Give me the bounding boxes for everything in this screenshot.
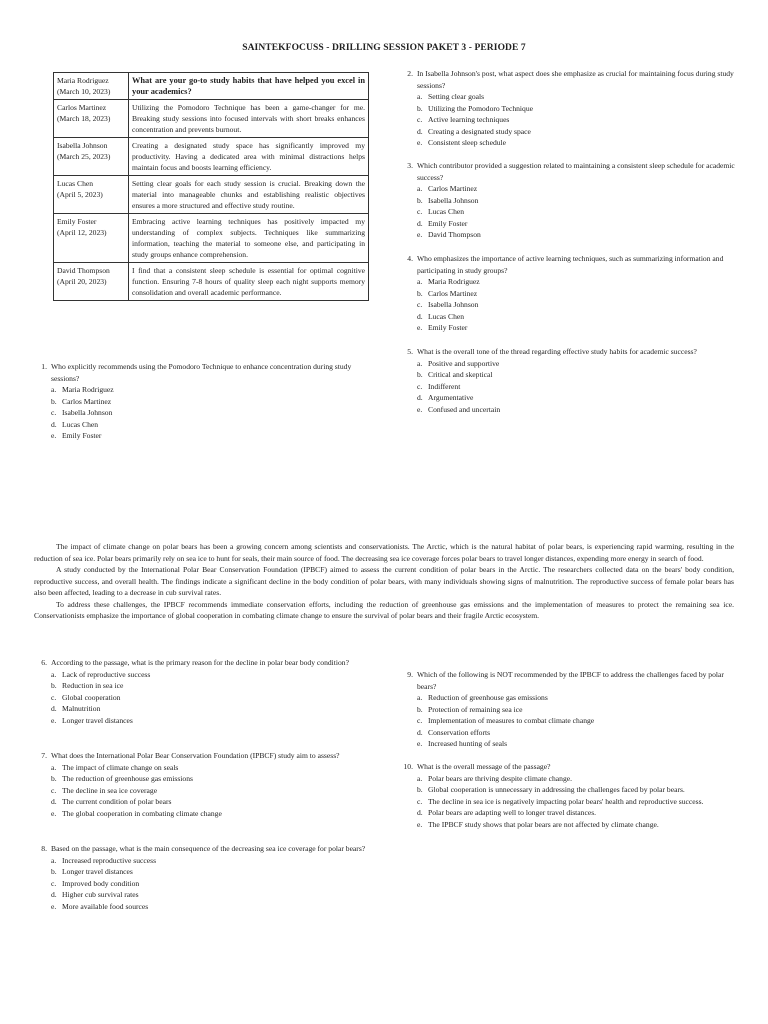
forum-thread-table	[53, 72, 369, 301]
answer-options	[399, 276, 735, 334]
post-date: (April 5, 2023)	[57, 190, 103, 199]
passage-paragraph: To address these challenges, the IPBCF recommends immediate conservation efforts, including the reduction of greenhouse gas emissions and the implementation of measures to protect the remaining sea ice. Conservationists emphasize the importance of global cooperation in combating climate change to ensure the survival of polar bears and their fragile Arctic ecosystem.	[34, 599, 734, 620]
post-date: (April 20, 2023)	[57, 277, 107, 286]
reading-passage	[34, 541, 734, 622]
post-date: (April 12, 2023)	[57, 228, 107, 237]
post-text: Creating a designated study space has significantly improved my productivity. Having a dedicated area with minimal distractions helps maintain focus and boosts learning efficiency.	[129, 138, 369, 176]
contributor-name: Lucas Chen	[57, 179, 94, 188]
answer-option[interactable]: d. Creating a designated study space	[417, 126, 531, 136]
contributor-cell	[54, 100, 129, 138]
question-stem: According to the passage, what is the primary reason for the decline in polar bear body condition?	[51, 658, 349, 667]
forum-row-1	[54, 100, 369, 138]
contributor-cell	[54, 176, 129, 214]
post-date: (March 25, 2023)	[57, 152, 111, 161]
answer-option[interactable]: d. Lucas Chen	[417, 311, 465, 321]
answer-option[interactable]: b. Carlos Martinez	[417, 288, 478, 298]
answer-option[interactable]: d. Malnutrition	[51, 704, 101, 713]
question-9	[399, 669, 735, 750]
contributor-cell	[54, 214, 129, 263]
question-6	[33, 657, 378, 726]
answer-option[interactable]: d. Conservation efforts	[417, 727, 491, 737]
forum-row-0	[54, 73, 369, 100]
answer-option[interactable]: a. Positive and supportive	[417, 358, 500, 368]
answer-option[interactable]: c. The decline in sea ice coverage	[51, 785, 158, 795]
question-number: 3.	[407, 161, 413, 170]
answer-option[interactable]: e. Emily Foster	[51, 431, 102, 440]
answer-option[interactable]: b. Carlos Martinez	[51, 396, 112, 406]
answer-option[interactable]: c. The decline in sea ice is negatively impacting polar bears' health and reproductive success.	[417, 796, 704, 806]
answer-options	[33, 855, 378, 913]
answer-option[interactable]: d. The current condition of polar bears	[51, 797, 172, 806]
contributor-name: Maria Rodriguez	[57, 76, 109, 85]
answer-option[interactable]: e. Consistent sleep schedule	[417, 138, 507, 147]
answer-options	[399, 91, 735, 149]
answer-option[interactable]: a. Lack of reproductive success	[51, 669, 151, 679]
answer-option[interactable]: d. Emily Foster	[417, 218, 468, 228]
answer-option[interactable]: b. The reduction of greenhouse gas emissions	[51, 774, 193, 783]
question-number: 2.	[407, 69, 413, 78]
answer-options	[399, 692, 735, 750]
contributor-name: Isabella Johnson	[57, 141, 108, 150]
question-number: 1.	[41, 362, 47, 371]
answer-option[interactable]: e. Longer travel distances	[51, 715, 133, 725]
passage-paragraph: The impact of climate change on polar bears has been a growing concern among scientists and conservationists. The Arctic, which is the natural habitat of polar bears, is experiencing rapid warming, resulting in the reduction of sea ice. Polar bears primarily rely on sea ice to hunt for seals, their main source of food. The decreasing sea ice coverage forces polar bears to travel longer distances, expending more energy in search of food.	[34, 542, 734, 563]
post-date: (March 18, 2023)	[57, 114, 111, 123]
answer-option[interactable]: a. Polar bears are thriving despite climate change.	[417, 773, 573, 783]
question-number: 7.	[41, 751, 47, 760]
answer-option[interactable]: c. Implementation of measures to combat climate change	[417, 716, 595, 725]
answer-option[interactable]: e. Confused and uncertain	[417, 404, 501, 414]
answer-option[interactable]: a. The impact of climate change on seals	[51, 762, 179, 772]
contributor-cell	[54, 263, 129, 301]
question-stem: Which contributor provided a suggestion related to maintaining a consistent sleep schedule for academic success?	[417, 161, 735, 182]
post-date: (March 10, 2023)	[57, 87, 111, 96]
answer-options	[399, 773, 735, 831]
question-5	[399, 346, 735, 415]
answer-option[interactable]: b. Reduction in sea ice	[51, 681, 124, 690]
question-stem: What is the overall message of the passage?	[417, 762, 551, 771]
question-1	[33, 361, 373, 442]
answer-option[interactable]: c. Lucas Chen	[417, 207, 465, 216]
forum-row-5	[54, 263, 369, 301]
question-7	[33, 750, 378, 819]
answer-option[interactable]: e. More available food sources	[51, 901, 149, 911]
forum-row-3	[54, 176, 369, 214]
question-2	[399, 68, 735, 149]
question-stem: Who emphasizes the importance of active learning techniques, such as summarizing information and participating in study groups?	[417, 254, 724, 275]
question-stem: What is the overall tone of the thread regarding effective study habits for academic success?	[417, 347, 697, 356]
question-10	[399, 761, 735, 830]
answer-option[interactable]: c. Isabella Johnson	[417, 300, 479, 309]
answer-option[interactable]: e. The IPBCF study shows that polar bears are not affected by climate change.	[417, 819, 659, 829]
question-stem: Based on the passage, what is the main consequence of the decreasing sea ice coverage for polar bears?	[51, 844, 366, 853]
answer-option[interactable]: a. Setting clear goals	[417, 92, 485, 101]
answer-option[interactable]: b. Critical and skeptical	[417, 370, 493, 379]
post-text: Utilizing the Pomodoro Technique has been a game-changer for me. Breaking study sessions into focused intervals with short breaks enhances concentration and prevents burnout.	[129, 100, 369, 138]
answer-options	[33, 669, 378, 727]
answer-option[interactable]: d. Lucas Chen	[51, 419, 99, 429]
answer-option[interactable]: a. Maria Rodriguez	[51, 385, 114, 394]
answer-option[interactable]: c. Global cooperation	[51, 692, 121, 702]
question-4	[399, 253, 735, 334]
answer-option[interactable]: a. Increased reproductive success	[51, 855, 157, 865]
answer-option[interactable]: e. Emily Foster	[417, 323, 468, 332]
question-number: 5.	[407, 347, 413, 356]
question-number: 6.	[41, 658, 47, 667]
thread-question: What are your go-to study habits that have helped you excel in your academics?	[129, 73, 369, 100]
answer-options	[399, 183, 735, 241]
post-text: I find that a consistent sleep schedule is essential for optimal cognitive function. Ensuring 7-8 hours of quality sleep each night supports memory consolidation and overall academic performance.	[129, 263, 369, 301]
answer-option[interactable]: c. Isabella Johnson	[51, 408, 113, 417]
answer-option[interactable]: b. Longer travel distances	[51, 867, 133, 876]
forum-row-4	[54, 214, 369, 263]
answer-option[interactable]: b. Global cooperation is unnecessary in addressing the challenges faced by polar bears.	[417, 785, 685, 794]
answer-option[interactable]: e. The global cooperation in combating climate change	[51, 808, 222, 818]
contributor-name: David Thompson	[57, 266, 110, 275]
post-text: Setting clear goals for each study session is crucial. Breaking down the material into manageable chunks and establishing realistic objectives ensures a more structured and effective study routine.	[129, 176, 369, 214]
question-stem: Which of the following is NOT recommended by the IPBCF to address the challenges faced by polar bears?	[417, 670, 724, 691]
answer-options	[33, 384, 373, 442]
question-number: 4.	[407, 254, 413, 263]
page-title: SAINTEKFOCUSS - DRILLING SESSION PAKET 3 - PERIODE 7	[242, 43, 526, 53]
post-text: Embracing active learning techniques has positively impacted my understanding of complex subjects. Techniques like summarizing information, teaching the material to someone else, and participating in study groups enhance comprehension.	[129, 214, 369, 263]
question-3	[399, 160, 735, 241]
answer-option[interactable]: a. Carlos Martinez	[417, 184, 478, 193]
question-stem: Who explicitly recommends using the Pomodoro Technique to enhance concentration during study sessions?	[51, 362, 352, 383]
contributor-cell	[54, 73, 129, 100]
question-number: 10.	[403, 762, 413, 771]
answer-option[interactable]: e. David Thompson	[417, 230, 481, 239]
answer-option[interactable]: d. Argumentative	[417, 393, 474, 402]
question-stem: In Isabella Johnson's post, what aspect does she emphasize as crucial for maintaining focus during study sessions?	[417, 69, 734, 90]
answer-option[interactable]: d. Higher cub survival rates	[51, 890, 139, 899]
answer-option[interactable]: c. Active learning techniques	[417, 115, 510, 124]
answer-option[interactable]: c. Indifferent	[417, 381, 461, 391]
question-stem: What does the International Polar Bear Conservation Foundation (IPBCF) study aim to assess?	[51, 751, 340, 760]
contributor-cell	[54, 138, 129, 176]
answer-options	[399, 358, 735, 416]
question-number: 8.	[41, 844, 47, 853]
answer-option[interactable]: b. Utilizing the Pomodoro Technique	[417, 103, 533, 113]
answer-option[interactable]: d. Polar bears are adapting well to longer travel distances.	[417, 808, 597, 817]
answer-option[interactable]: b. Isabella Johnson	[417, 195, 479, 205]
answer-option[interactable]: c. Improved body condition	[51, 878, 140, 888]
contributor-name: Carlos Martinez	[57, 103, 107, 112]
answer-option[interactable]: a. Reduction of greenhouse gas emissions	[417, 693, 548, 702]
answer-option[interactable]: a. Maria Rodriguez	[417, 277, 480, 286]
answer-option[interactable]: e. Increased hunting of seals	[417, 739, 508, 748]
answer-options	[33, 762, 378, 820]
question-number: 9.	[407, 670, 413, 679]
forum-row-2	[54, 138, 369, 176]
question-8	[33, 843, 378, 912]
contributor-name: Emily Foster	[57, 217, 97, 226]
passage-paragraph: A study conducted by the International Polar Bear Conservation Foundation (IPBCF) aimed to assess the current condition of polar bears in the Arctic. The researchers collected data on the bears' body condition, reproductive success, and overall health. The findings indicate a significant decline in the body condition of polar bears, with many individuals showing signs of malnutrition. The reproductive success of female polar bears has also been affected, leading to a decrease in cub survival rates.	[34, 565, 734, 597]
answer-option[interactable]: b. Protection of remaining sea ice	[417, 704, 523, 714]
